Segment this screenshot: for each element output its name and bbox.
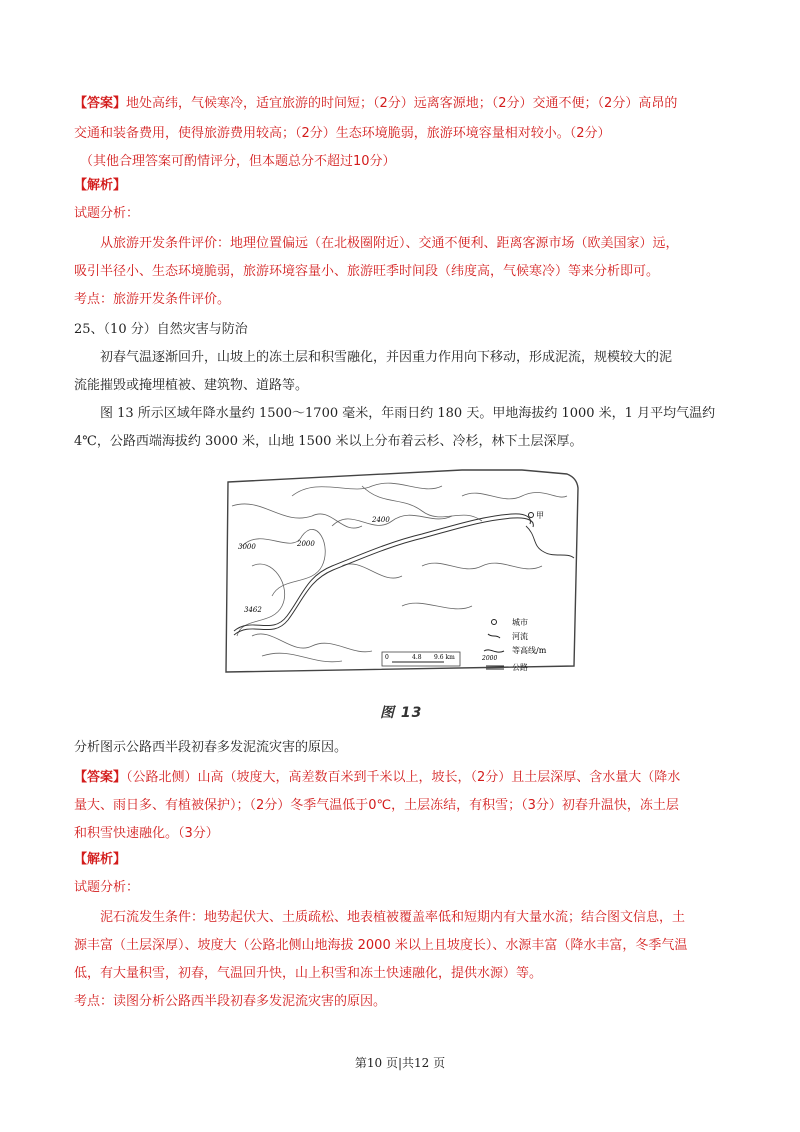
q25-answer-tag: 【答案】 bbox=[74, 770, 127, 785]
q24-analysis-tag: 【解析】 bbox=[74, 178, 127, 193]
q25-answer-line-3: 和积雪快速融化。（3分） bbox=[74, 826, 219, 841]
q24-answer-text-1: 地处高纬，气候寒冷，适宜旅游的时间短；（2分）远离客源地；（2分）交通不便；（2分）高昂的 bbox=[126, 96, 678, 111]
q25-analysis-line-2: 源丰富（土层深厚）、坡度大（公路北侧山地海拔 2000 米以上且坡度长）、水源丰富（降水丰富，冬季气温 bbox=[74, 938, 688, 953]
scale-end: 9.6 km bbox=[434, 654, 455, 661]
place-label-jia: 甲 bbox=[536, 511, 544, 520]
q25-kaodian: 考点：读图分析公路西半段初春多发泥流灾害的原因。 bbox=[74, 994, 387, 1009]
legend-contour-sample: 2000 bbox=[482, 655, 498, 662]
q25-answer-text-1: （公路北侧）山高（坡度大，高差数百米到千米以上，坡长，（2分）且土层深厚、含水量大（降水 bbox=[126, 770, 681, 785]
map-frame bbox=[226, 470, 578, 672]
q25-header: 25、（10 分）自然灾害与防治 bbox=[74, 322, 248, 337]
q24-analysis-label: 试题分析： bbox=[74, 206, 140, 221]
contour-label-3462: 3462 bbox=[244, 606, 262, 614]
q25-analysis-line-3: 低，有大量积雪，初春，气温回升快，山上积雪和冻土快速融化，提供水源）等。 bbox=[74, 966, 543, 981]
q25-analysis-label: 试题分析： bbox=[74, 880, 140, 895]
figure-caption: 图 13 bbox=[380, 705, 423, 721]
contour-label-2000: 2000 bbox=[297, 540, 315, 548]
contour-label-2400: 2400 bbox=[372, 516, 390, 524]
q24-answer-line-2: 交通和装备费用，使得旅游费用较高；（2分）生态环境脆弱，旅游环境容量相对较小。（2分） bbox=[74, 126, 611, 141]
q24-analysis-line-2: 吸引半径小、生态环境脆弱，旅游环境容量小、旅游旺季时间段（纬度高，气候寒冷）等来分析即可。 bbox=[74, 264, 660, 279]
q25-answer-line-2: 量大、雨日多、有植被保护）；（2分）冬季气温低于0℃，土层冻结，有积雪；（3分）初春升温快，冻土层 bbox=[74, 798, 679, 813]
map-scale-bar bbox=[382, 652, 460, 666]
q24-answer-note: （其他合理答案可酌情评分，但本题总分不超过10分） bbox=[80, 154, 396, 169]
q25-answer-line-1 bbox=[74, 768, 734, 788]
scale-zero: 0 bbox=[385, 654, 389, 661]
q25-question: 分析图示公路西半段初春多发泥流灾害的原因。 bbox=[74, 740, 348, 755]
city-jia-marker bbox=[529, 513, 534, 518]
legend-contour: 等高线/m bbox=[512, 646, 547, 655]
q24-answer-line-1 bbox=[74, 94, 734, 114]
q24-analysis-line-1: 从旅游开发条件评价：地理位置偏远（在北极圈附近）、交通不便利、距离客源市场（欧美国家）远， bbox=[100, 236, 679, 251]
figure-13-map bbox=[222, 466, 584, 686]
q25-paragraph-1-line-1: 初春气温逐渐回升，山坡上的冻土层和积雪融化，并因重力作用向下移动，形成泥流，规模较大的泥 bbox=[100, 350, 673, 365]
q25-paragraph-1-line-2: 流能摧毁或掩埋植被、建筑物、道路等。 bbox=[74, 378, 309, 393]
q24-kaodian: 考点：旅游开发条件评价。 bbox=[74, 292, 231, 307]
legend-road: 公路 bbox=[512, 663, 528, 672]
legend-city: 城市 bbox=[512, 618, 528, 627]
page-footer: 第10 页|共12 页 bbox=[354, 1056, 446, 1070]
contour-label-3000: 3000 bbox=[238, 543, 256, 551]
q25-analysis-tag: 【解析】 bbox=[74, 852, 127, 867]
q25-paragraph-2-line-1: 图 13 所示区域年降水量约 1500～1700 毫米，年雨日约 180 天。甲地海拔约 1000 米，1 月平均气温约 bbox=[100, 406, 716, 421]
legend-river: 河流 bbox=[512, 632, 528, 641]
scale-mid: 4.8 bbox=[412, 654, 422, 661]
q25-paragraph-2-line-2: 4℃，公路西端海拔约 3000 米，山地 1500 米以上分布着云杉、冷杉，林下土层深厚。 bbox=[74, 434, 583, 449]
q24-answer-tag: 【答案】 bbox=[74, 96, 127, 111]
q25-analysis-line-1: 泥石流发生条件：地势起伏大、土质疏松、地表植被覆盖率低和短期内有大量水流；结合图文信息，土 bbox=[100, 910, 686, 925]
